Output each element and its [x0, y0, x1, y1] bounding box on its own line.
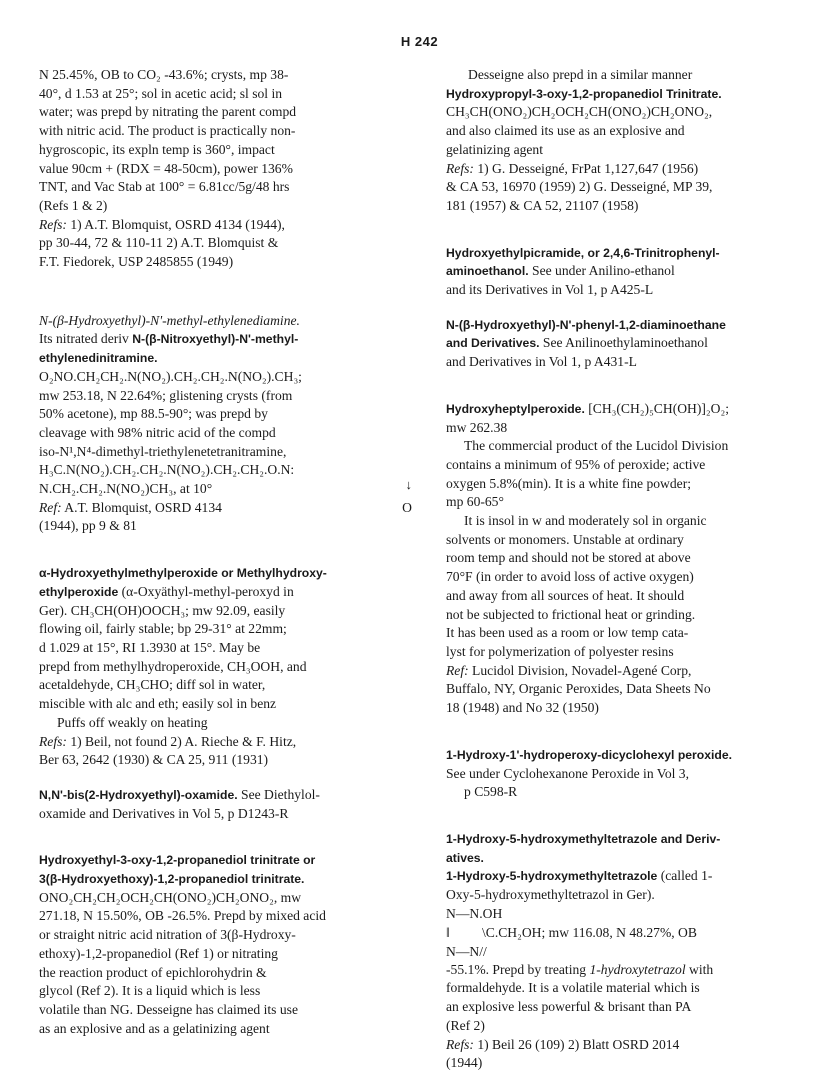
- text-line: volatile than NG. Desseigne has claimed its use: [39, 1001, 298, 1017]
- entry-title: atives.: [446, 850, 484, 865]
- page-number: H 242: [400, 34, 439, 49]
- compound-name: 1-hydroxytetrazol: [586, 961, 686, 977]
- entry-hydroxyethylmethylperoxide: [39, 564, 424, 770]
- refs-label: Refs:: [39, 733, 67, 749]
- entry-title: 1-Hydroxy-1'-hydroperoxy-dicyclohexyl peroxide.: [446, 747, 733, 762]
- text-line: cleavage with 98% nitric acid of the compd: [39, 424, 276, 440]
- entry-title: α-Hydroxyethylmethylperoxide or Methylhydroxy-: [39, 566, 327, 581]
- formula-line: O₂NO.CH₂CH₂.N(NO₂).CH₂.CH₂.N(NO₂).CH₃;: [39, 368, 302, 384]
- formula-line: ONO₂CH₂CH₂OCH₂CH(ONO₂)CH₂ONO₂, mw: [39, 889, 302, 905]
- refs-label: Refs:: [446, 160, 474, 176]
- text-line: Puffs off weakly on heating: [57, 714, 208, 730]
- text-line: solvents or monomers. Unstable at ordinary: [446, 531, 684, 547]
- text-line: hygroscopic, its expln temp is 360°, impact: [39, 141, 275, 157]
- compound-name: N-(β-Nitroxyethyl)-N'-methyl-: [128, 332, 299, 347]
- text-line: prepd from methylhydroperoxide, CH₃OOH, and: [39, 658, 307, 674]
- entry-title: aminoethanol.: [446, 264, 529, 279]
- text-span: See Anilinoethylaminoethanol: [539, 335, 708, 351]
- text-line: and its Derivatives in Vol 1, p A425-L: [446, 282, 654, 298]
- text-line: 50% acetone), mp 88.5-90°; was prepd by: [39, 406, 268, 422]
- arrow-icon: ↓: [405, 477, 412, 493]
- text-line: (Refs 1 & 2): [39, 197, 108, 213]
- refs-text: 1) Beil 26 (109) 2) Blatt OSRD 2014: [473, 1036, 680, 1052]
- entry-hydroxy-hydroperoxy-dicyclohexyl-peroxide: [446, 746, 831, 802]
- entry-title: Hydroxyethyl-3-oxy-1,2-propanediol trinitrate or: [39, 853, 316, 868]
- entry-hydroxyheptylperoxide: [446, 400, 831, 718]
- entry-title: Hydroxyethylpicramide, or 2,4,6-Trinitrophenyl-: [446, 245, 720, 260]
- text-line: an explosive less powerful & brisant than PA: [446, 999, 692, 1015]
- text-line: See under Cyclohexanone Peroxide in Vol 3,: [446, 765, 690, 781]
- formula-span: [CH₃(CH₂)₅CH(OH)]₂O₂;: [584, 400, 729, 416]
- text-line: contains a minimum of 95% of peroxide; active: [446, 456, 706, 472]
- ring-bottom: N—N//: [446, 943, 487, 959]
- text-span: See Diethylol-: [237, 786, 320, 802]
- text-line: (Ref 2): [446, 1017, 485, 1033]
- entry-title: N-(β-Hydroxyethyl)-N'-methyl-ethylenediamine.: [39, 312, 300, 328]
- text-line: iso-N¹,N⁴-dimethyl-triethylenetetranitramine,: [39, 443, 287, 459]
- ring-double-bond: ‖: [446, 924, 450, 940]
- text-line: It is insol in w and moderately sol in organic: [464, 513, 707, 529]
- ring-substituent: \C.CH₂OH; mw 116.08, N 48.27%, OB: [482, 924, 697, 940]
- text-line: F.T. Fiedorek, USP 2485855 (1949): [39, 254, 234, 270]
- text-line: formaldehyde. It is a volatile material which is: [446, 980, 700, 996]
- formula-line: N.CH₂.CH₂.N(NO₂)CH₃, at 10°: [39, 481, 213, 497]
- text-line: 18 (1948) and No 32 (1950): [446, 700, 599, 716]
- entry-bis-hydroxyethyl-oxamide: [39, 786, 424, 823]
- text-line: 70°F (in order to avoid loss of active oxygen): [446, 569, 694, 585]
- text-line: d 1.029 at 15°, RI 1.3930 at 15°. May be: [39, 639, 261, 655]
- text-line: mp 60-65°: [446, 494, 504, 510]
- text-span: -55.1%. Prepd by treating: [446, 961, 587, 977]
- text-line: gelatinizing agent: [446, 141, 544, 157]
- text-line: 40°, d 1.53 at 25°; sol in acetic acid; sl sol in: [39, 85, 283, 101]
- text-line: mw 253.18, N 22.64%; glistening crysts (from: [39, 387, 293, 403]
- text-line: oxamide and Derivatives in Vol 5, p D1243-R: [39, 805, 289, 821]
- left-column: [39, 66, 424, 1038]
- refs-label: Ref:: [446, 662, 469, 678]
- entry-hydroxyethylpicramide: [446, 244, 831, 300]
- formula-line: CH₃CH(ONO₂)CH₂OCH₂CH(ONO₂)CH₂ONO₂,: [446, 104, 713, 120]
- text-line: flowing oil, fairly stable; bp 29-31° at 22mm;: [39, 621, 287, 637]
- entry-title: ethylperoxide: [39, 584, 119, 599]
- right-column: [446, 66, 831, 1073]
- text-line: oxygen 5.8%(min). It is a white fine powder;: [446, 475, 692, 491]
- refs-text: A.T. Blomquist, OSRD 4134: [61, 499, 222, 515]
- text-line: (1944), pp 9 & 81: [39, 518, 137, 534]
- text-line: It has been used as a room or low temp cata-: [446, 625, 689, 641]
- entry-title: 3(β-Hydroxyethoxy)-1,2-propanediol trinitrate.: [39, 872, 305, 887]
- text-line: and away from all sources of heat. It should: [446, 587, 685, 603]
- structure-formula: [446, 905, 831, 961]
- text-line: 271.18, N 15.50%, OB -26.5%. Prepd by mixed acid: [39, 908, 326, 924]
- text-line: lyst for polymerization of polyester resins: [446, 643, 674, 659]
- entry-continuation: [39, 66, 424, 272]
- entry-title: 1-Hydroxy-5-hydroxymethyltetrazole and Deriv-: [446, 831, 721, 846]
- refs-text: 1) Beil, not found 2) A. Rieche & F. Hitz,: [66, 733, 297, 749]
- text-span: (called 1-: [657, 868, 713, 884]
- text-span: See under Anilino-ethanol: [528, 263, 675, 279]
- refs-label: Refs:: [39, 216, 67, 232]
- compound-name: 1-Hydroxy-5-hydroxymethyltetrazole: [446, 869, 658, 884]
- text-line: The commercial product of the Lucidol Division: [464, 438, 729, 454]
- refs-text: Lucidol Division, Novadel-Agené Corp,: [468, 662, 692, 678]
- formula-line: H₃C.N(NO₂).CH₂.CH₂.N(NO₂).CH₂.CH₂.O.N:: [39, 462, 295, 478]
- text-line: and Derivatives in Vol 1, p A431-L: [446, 354, 637, 370]
- text-line: 181 (1957) & CA 52, 21107 (1958): [446, 197, 639, 213]
- refs-text: 1) G. Desseigné, FrPat 1,127,647 (1956): [473, 160, 699, 176]
- text-line: as an explosive and as a gelatinizing agent: [39, 1020, 270, 1036]
- text-line: value 90cm + (RDX = 48-50cm), power 136%: [39, 160, 293, 176]
- text-span: with: [685, 961, 714, 977]
- text-line: Buffalo, NY, Organic Peroxides, Data Sheets No: [446, 681, 711, 697]
- text-span: Its nitrated deriv: [39, 331, 129, 347]
- text-line: Ber 63, 2642 (1930) & CA 25, 911 (1931): [39, 752, 269, 768]
- entry-title: Hydroxypropyl-3-oxy-1,2-propanediol Trinitrate.: [446, 86, 722, 101]
- text-line: acetaldehyde, CH₃CHO; diff sol in water,: [39, 677, 266, 693]
- entry-hydroxyethyl-oxy-propanediol-trinitrate: [39, 851, 424, 1038]
- oxygen-atom: O: [402, 499, 412, 515]
- entry-title: Hydroxyheptylperoxide.: [446, 401, 585, 416]
- refs-label: Ref:: [39, 499, 62, 515]
- text-line: p C598-R: [464, 784, 518, 800]
- text-line: glycol (Ref 2). It is a liquid which is less: [39, 983, 261, 999]
- text-line: the reaction product of epichlorohydrin &: [39, 964, 267, 980]
- text-line: mw 262.38: [446, 419, 508, 435]
- text-line: ethoxy)-1,2-propanediol (Ref 1) or nitrating: [39, 945, 278, 961]
- refs-line: [39, 216, 424, 235]
- text-line: miscible with alc and eth; easily sol in benz: [39, 696, 277, 712]
- refs-text: 1) A.T. Blomquist, OSRD 4134 (1944),: [66, 216, 285, 232]
- text-line: and also claimed its use as an explosive and: [446, 123, 685, 139]
- entry-title: N-(β-Hydroxyethyl)-N'-phenyl-1,2-diaminoethane: [446, 317, 726, 332]
- compound-name: ethylenedinitramine.: [39, 351, 158, 366]
- text-line: (1944): [446, 1055, 483, 1071]
- entry-hydroxyethyl-phenyl-diaminoethane: [446, 316, 831, 372]
- entry-title: and Derivatives.: [446, 336, 540, 351]
- entry-title: N,N'-bis(2-Hydroxyethyl)-oxamide.: [39, 787, 238, 802]
- text-line: with nitric acid. The product is practically non-: [39, 123, 296, 139]
- text-line: N 25.45%, OB to CO₂ -43.6%; crysts, mp 38-: [39, 67, 289, 82]
- text-line: or straight nitric acid nitration of 3(β-Hydroxy-: [39, 927, 296, 943]
- text-line: & CA 53, 16970 (1959) 2) G. Desseigné, MP 39,: [446, 179, 713, 195]
- text-line: Ger). CH₃CH(OH)OOCH₃; mw 92.09, easily: [39, 602, 286, 618]
- entry-hydroxyethyl-methyl-ethylenediamine: [39, 312, 424, 536]
- refs-label: Refs:: [446, 1036, 474, 1052]
- ring-top: N—N.OH: [446, 905, 503, 921]
- text-line: pp 30-44, 72 & 110-11 2) A.T. Blomquist &: [39, 235, 279, 251]
- text-line: Desseigne also prepd in a similar manner: [468, 67, 693, 82]
- text-line: water; was prepd by nitrating the parent compd: [39, 104, 297, 120]
- text-line: TNT, and Vac Stab at 100° = 6.81cc/5g/48 hrs: [39, 179, 290, 195]
- text-span: (α-Oxyäthyl-methyl-peroxyd in: [118, 583, 294, 599]
- text-line: not be subjected to frictional heat or grinding.: [446, 606, 696, 622]
- entry-hydroxy-hydroxymethyltetrazole: [446, 830, 831, 1073]
- entry-hydroxypropyl-trinitrate: [446, 66, 831, 216]
- text-line: room temp and should not be stored at above: [446, 550, 691, 566]
- text-line: Oxy-5-hydroxymethyltetrazol in Ger).: [446, 887, 655, 903]
